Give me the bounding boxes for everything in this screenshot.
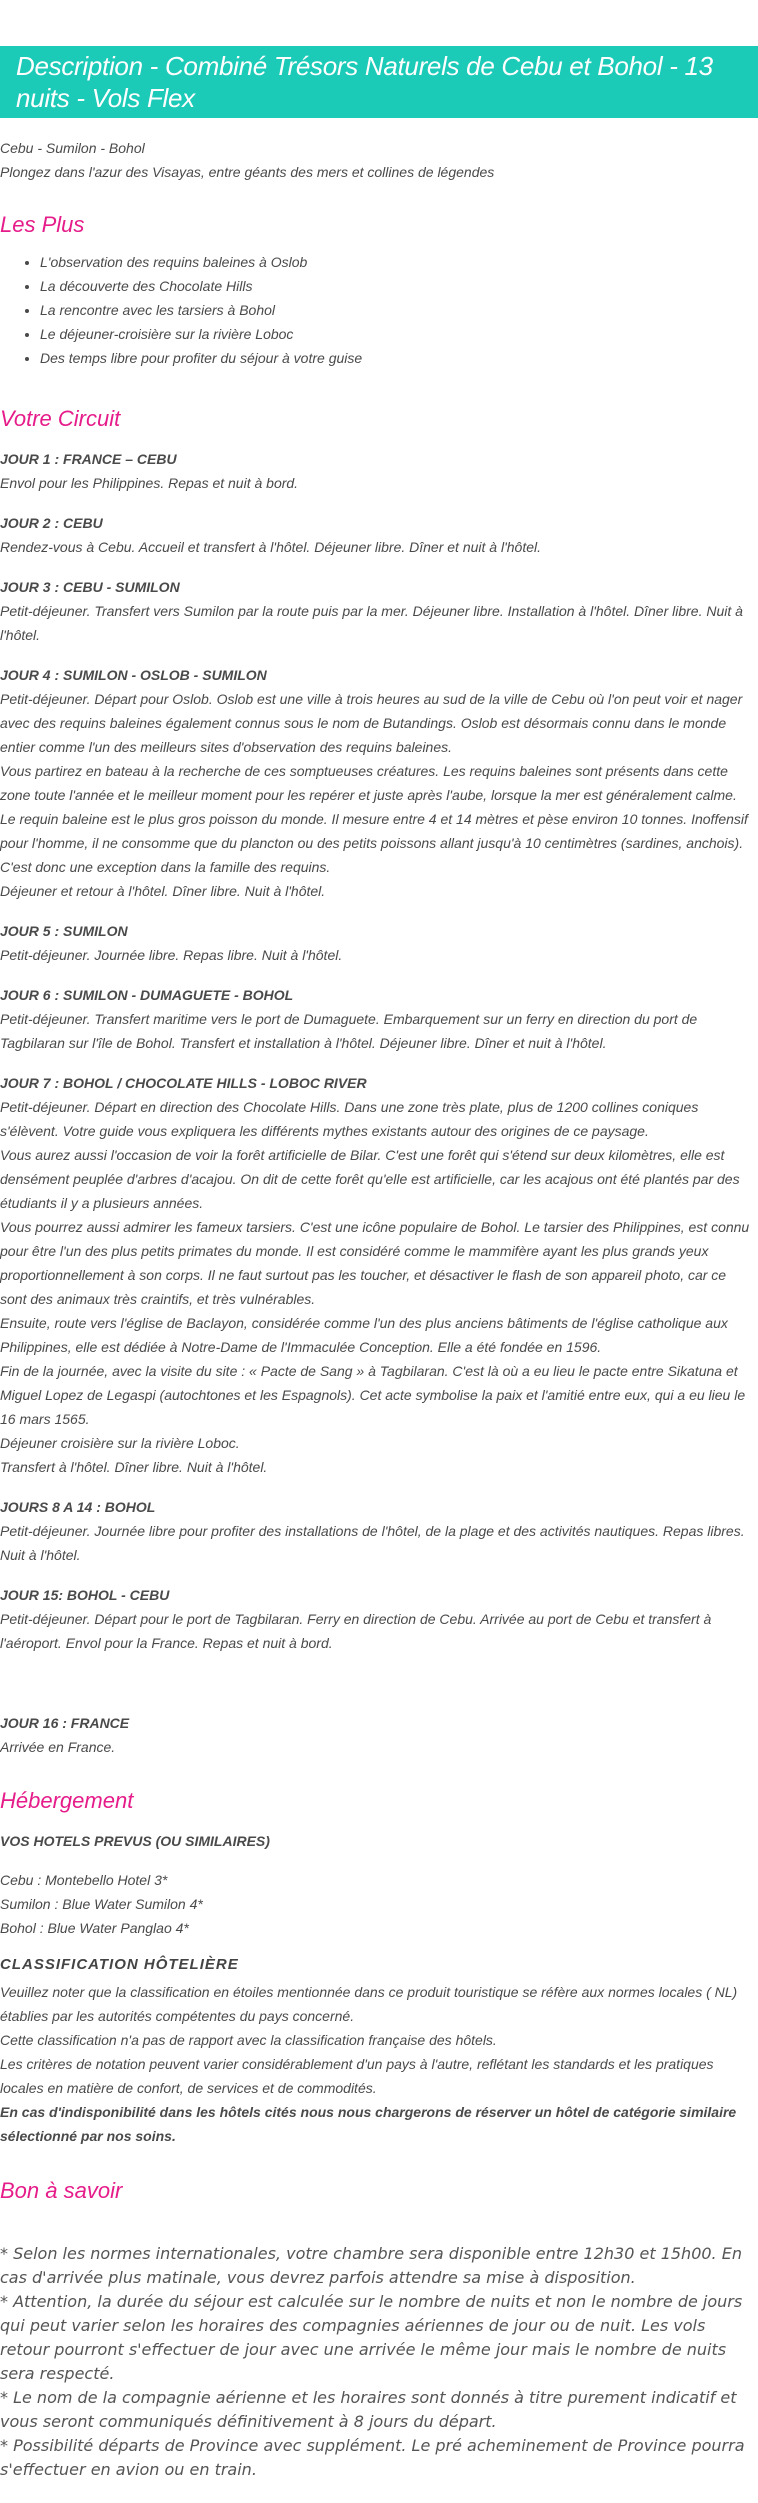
day-block <box>0 575 754 647</box>
circuit-heading: Votre Circuit <box>0 406 121 431</box>
intro-tagline: Plongez dans l'azur des Visayas, entre géants des mers et collines de légendes <box>0 164 495 180</box>
hotel-line: Bohol : Blue Water Panglao 4* <box>0 1920 189 1936</box>
les-plus-list <box>0 250 362 370</box>
day-title: JOURS 8 A 14 : BOHOL <box>0 1499 156 1515</box>
classification-text: Cette classification n'a pas de rapport avec la classification française des hôtels. <box>0 2032 497 2048</box>
bon-a-savoir-list <box>0 2242 754 2482</box>
hotel-line: Sumilon : Blue Water Sumilon 4* <box>0 1896 203 1912</box>
day-text: Petit-déjeuner. Transfert maritime vers le port de Dumaguete. Embarquement sur un ferry en direction du port de Tagbilaran sur l'île de Bohol. Transfert et installation à l'hôtel. Déjeuner libre. Dîner et nuit à l'hôtel. <box>0 1011 698 1051</box>
list-item: • Des temps libre pour profiter du séjour à votre guise <box>40 346 362 370</box>
day-block <box>0 1711 754 1759</box>
classification-bold-note: En cas d'indisponibilité dans les hôtels cités nous nous chargerons de réserver un hôtel de catégorie similaire sélectionné par nos soins. <box>0 2104 737 2144</box>
day-block <box>0 663 754 903</box>
day-title: JOUR 7 : BOHOL / CHOCOLATE HILLS - LOBOC RIVER <box>0 1075 367 1091</box>
classification-text: Les critères de notation peuvent varier considérablement d'un pays à l'autre, reflétant les standards et les pratiques locales en matière de confort, de services et de commodités. <box>0 2056 714 2096</box>
day-text: Petit-déjeuner. Départ pour le port de Tagbilaran. Ferry en direction de Cebu. Arrivée au port de Cebu et transfert à l'aéroport. Envol pour la France. Repas et nuit à bord. <box>0 1611 712 1651</box>
day-text: Rendez-vous à Cebu. Accueil et transfert à l'hôtel. Déjeuner libre. Dîner et nuit à l'hôtel. <box>0 539 542 555</box>
hotel-line: Cebu : Montebello Hotel 3* <box>0 1872 168 1888</box>
list-item: • L'observation des requins baleines à Oslob <box>40 250 362 274</box>
classification-title: CLASSIFICATION HÔTELIÈRE <box>0 1956 239 1973</box>
day-text: Envol pour les Philippines. Repas et nuit à bord. <box>0 475 299 491</box>
hotels-subheading <box>0 1829 754 1853</box>
day-title: JOUR 4 : SUMILON - OSLOB - SUMILON <box>0 667 267 683</box>
bon-a-savoir-heading: Bon à savoir <box>0 2178 123 2203</box>
day-block <box>0 511 754 559</box>
les-plus-heading: Les Plus <box>0 212 85 237</box>
list-item: * Possibilité départs de Province avec supplément. Le pré acheminement de Province pourra s'effectuer en avion ou en train. <box>0 2436 745 2479</box>
day-text: Petit-déjeuner. Départ pour Oslob. Oslob est une ville à trois heures au sud de la ville de Cebu où l'on peut voir et nager avec des requins baleines également connus sous le nom de Butandings. Oslob est désormais connu dans le monde entier comme l'un des meilleurs sites d'observation des requins baleines. Vous partirez en bateau à la recherche de ces somptueuses créatures. Les requins baleines sont présents dans cette zone toute l'année et le meilleur moment pour les repérer et juste après l'aube, lorsque la mer est généralement calme. Le requin baleine est le plus gros poisson du monde. Il mesure entre 4 et 14 mètres et pèse environ 10 tonnes. Inoffensif pour l'homme, il ne consomme que du plancton ou des petits poissons allant jusqu'à 10 centimètres (sardines, anchois). C'est donc une exception dans la famille des requins. Déjeuner et retour à l'hôtel. Dîner libre. Nuit à l'hôtel. <box>0 691 748 899</box>
list-item: * Attention, la durée du séjour est calculée sur le nombre de nuits et non le nombre de jours qui peut varier selon les horaires des compagnies aériennes de jour ou de nuit. Les vols retour pourront s'effectuer de jour avec une arrivée le même jour mais le nombre de nuits sera respecté. <box>0 2292 743 2383</box>
day-title: JOUR 15: BOHOL - CEBU <box>0 1587 170 1603</box>
day-block <box>0 1071 754 1479</box>
title-banner <box>0 46 758 118</box>
day-title: JOUR 2 : CEBU <box>0 515 103 531</box>
day-block <box>0 983 754 1055</box>
day-text: Arrivée en France. <box>0 1739 116 1755</box>
day-block <box>0 1495 754 1567</box>
day-text: Petit-déjeuner. Départ en direction des Chocolate Hills. Dans une zone très plate, plus de 1200 collines coniques s'élèvent. Votre guide vous expliquera les différents mythes existants autour des origines de ce paysage. Vous aurez aussi l'occasion de voir la forêt artificielle de Bilar. C'est une forêt qui s'étend sur deux kilomètres, elle est densément peuplée d'arbres d'acajou. On dit de cette forêt qu'elle est artificielle, car les acajous ont été plantés par des étudiants il y a plusieurs années. Vous pourrez aussi admirer les fameux tarsiers. C'est une icône populaire de Bohol. Le tarsier des Philippines, est connu pour être l'un des plus petits primates du monde. Il est considéré comme le mammifère ayant les plus grands yeux proportionnellement à son corps. Il ne faut surtout pas les toucher, et désactiver le flash de son appareil photo, car ce sont des animaux très craintifs, et très vulnérables. Ensuite, route vers l'église de Baclayon, considérée comme l'un des plus anciens bâtiments de l'église catholique aux Philippines, elle est dédiée à Notre-Dame de l'Immaculée Conception. Elle a été fondée en 1596. Fin de la journée, avec la visite du site : « Pacte de Sang » à Tagbilaran. C'est là où a eu lieu le pacte entre Sikatuna et Miguel Lopez de Legaspi (autochtones et les Espagnols). Cet acte symbolise la paix et l'amitié entre eux, qui a eu lieu le 16 mars 1565. Déjeuner croisière sur la rivière Loboc. Transfert à l'hôtel. Dîner libre. Nuit à l'hôtel. <box>0 1099 750 1475</box>
classification-text: Veuillez noter que la classification en étoiles mentionnée dans ce produit touristique se réfère aux normes locales ( NL) établies par les autorités compétentes du pays concerné. <box>0 1984 738 2024</box>
day-block <box>0 447 754 495</box>
day-title: JOUR 6 : SUMILON - DUMAGUETE - BOHOL <box>0 987 294 1003</box>
page-title: Description - Combiné Trésors Naturels de Cebu et Bohol - 13 nuits - Vols Flex <box>16 51 713 113</box>
list-item: • La rencontre avec les tarsiers à Bohol <box>40 298 362 322</box>
day-text: Petit-déjeuner. Transfert vers Sumilon par la route puis par la mer. Déjeuner libre. Installation à l'hôtel. Dîner libre. Nuit à l'hôtel. <box>0 603 743 643</box>
day-block <box>0 1583 754 1655</box>
day-title: JOUR 1 : FRANCE – CEBU <box>0 451 177 467</box>
list-item: * Selon les normes internationales, votre chambre sera disponible entre 12h30 et 15h00. En cas d'arrivée plus matinale, vous devrez parfois attendre sa mise à disposition. <box>0 2244 742 2287</box>
intro-route: Cebu - Sumilon - Bohol <box>0 140 145 156</box>
hebergement-heading: Hébergement <box>0 1788 134 1813</box>
day-title: JOUR 16 : FRANCE <box>0 1715 130 1731</box>
day-block <box>0 919 754 967</box>
day-text: Petit-déjeuner. Journée libre. Repas libre. Nuit à l'hôtel. <box>0 947 343 963</box>
list-item: • La découverte des Chocolate Hills <box>40 274 362 298</box>
day-text: Petit-déjeuner. Journée libre pour profiter des installations de l'hôtel, de la plage et des activités nautiques. Repas libres. Nuit à l'hôtel. <box>0 1523 745 1563</box>
day-title: JOUR 3 : CEBU - SUMILON <box>0 579 180 595</box>
hotels-subheading-text: VOS HOTELS PREVUS (OU SIMILAIRES) <box>0 1833 270 1849</box>
list-item: * Le nom de la compagnie aérienne et les horaires sont donnés à titre purement indicatif et vous seront communiqués définitivement à 8 jours du départ. <box>0 2388 737 2431</box>
list-item: • Le déjeuner-croisière sur la rivière Loboc <box>40 322 362 346</box>
day-title: JOUR 5 : SUMILON <box>0 923 128 939</box>
